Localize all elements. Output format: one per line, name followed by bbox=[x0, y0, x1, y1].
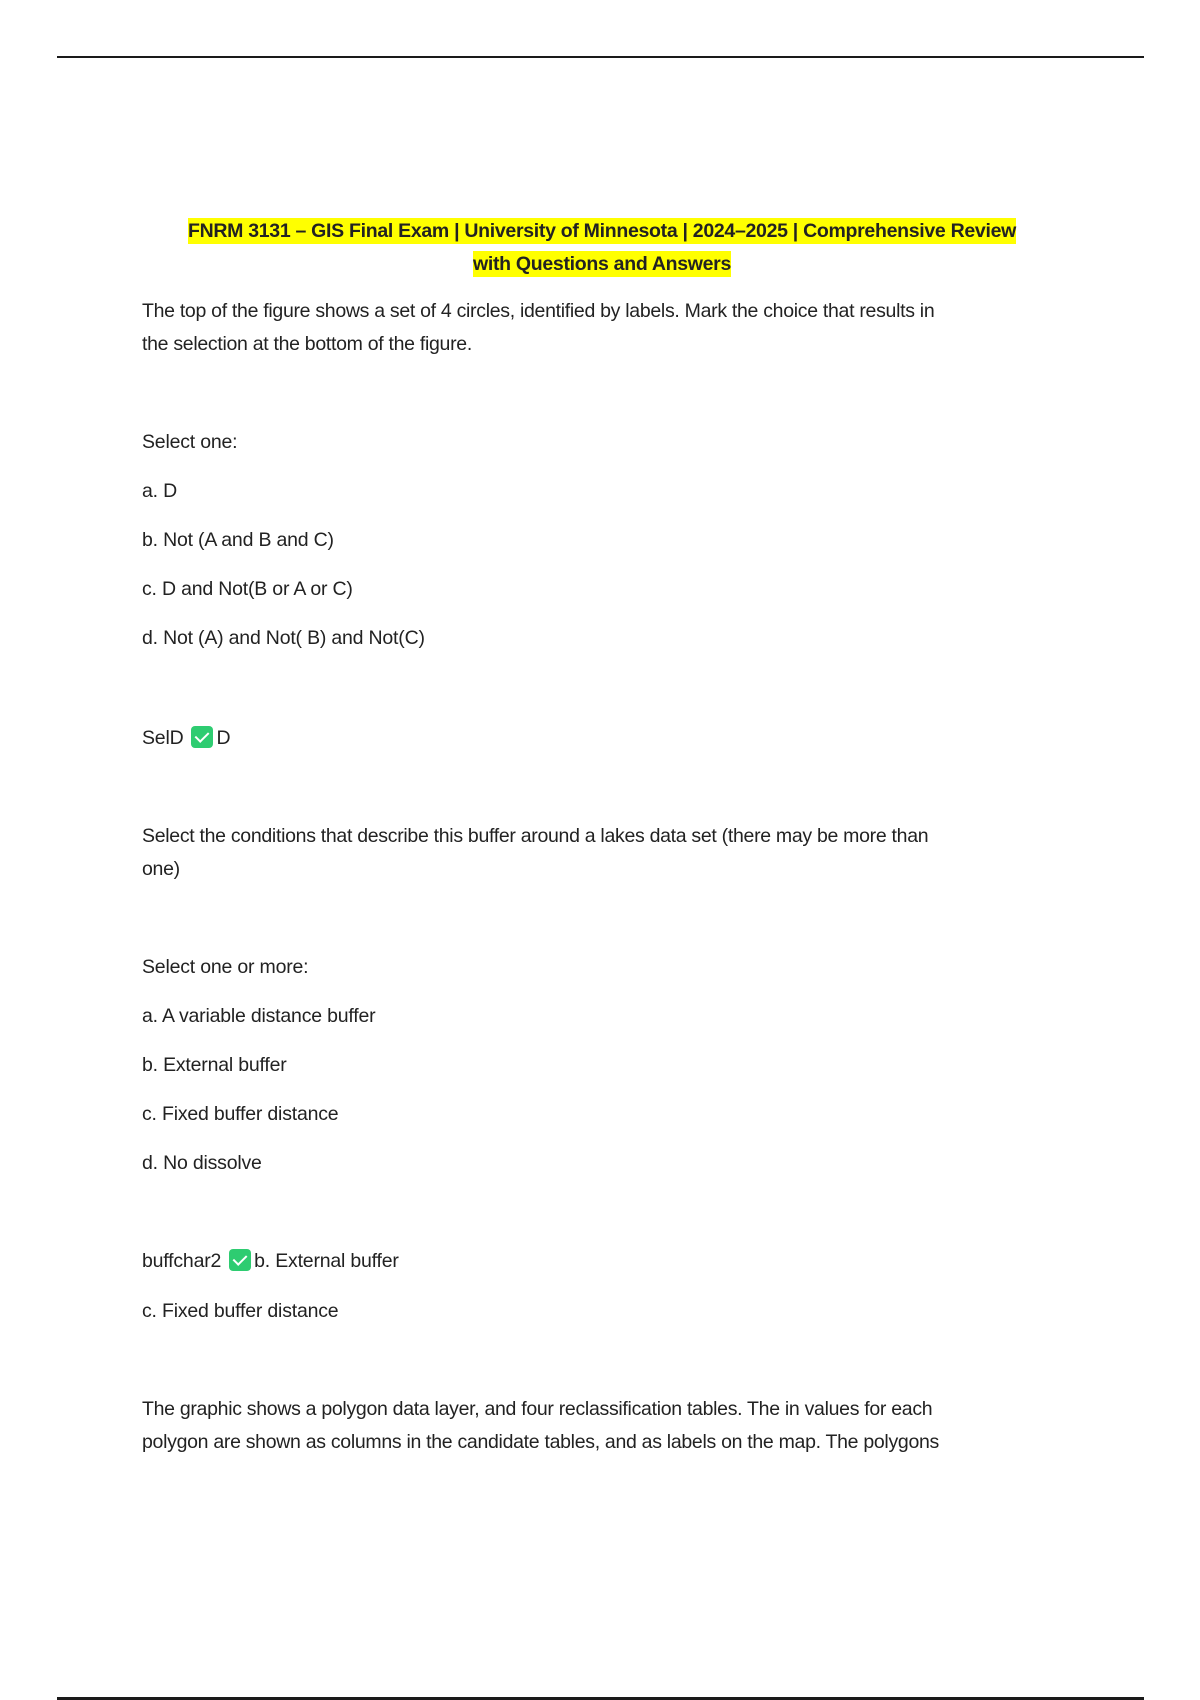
check-mark-icon bbox=[229, 1249, 251, 1271]
title-line-2: with Questions and Answers bbox=[472, 253, 732, 275]
question-2-option-b: b. External buffer bbox=[142, 1054, 287, 1076]
title-line-1: FNRM 3131 – GIS Final Exam | University of Minnesota | 2024–2025 | Comprehensive Review bbox=[187, 220, 1017, 242]
question-2-answer-value-2: c. Fixed buffer distance bbox=[142, 1300, 339, 1322]
header-rule bbox=[57, 56, 1144, 58]
question-2-answer bbox=[142, 1247, 399, 1275]
question-3-prompt-line-2: polygon are shown as columns in the candidate tables, and as labels on the map. The polygons bbox=[142, 1431, 939, 1453]
question-3-prompt bbox=[142, 1393, 1062, 1459]
question-1-answer bbox=[142, 724, 230, 752]
check-mark-icon bbox=[191, 726, 213, 748]
document-title bbox=[142, 215, 1062, 281]
question-2-answer-value-1: b. External buffer bbox=[254, 1250, 399, 1272]
question-2-option-c: c. Fixed buffer distance bbox=[142, 1103, 339, 1125]
question-2-prompt-line-1: Select the conditions that describe this buffer around a lakes data set (there may be more than bbox=[142, 825, 929, 847]
question-1-option-d: d. Not (A) and Not( B) and Not(C) bbox=[142, 627, 425, 649]
question-1-option-a: a. D bbox=[142, 480, 177, 502]
question-1-prompt-line-1: The top of the figure shows a set of 4 circles, identified by labels. Mark the choice that results in bbox=[142, 300, 935, 322]
question-3-prompt-line-1: The graphic shows a polygon data layer, and four reclassification tables. The in values for each bbox=[142, 1398, 933, 1420]
question-1-answer-value: D bbox=[216, 727, 231, 749]
question-1-prompt-line-2: the selection at the bottom of the figure. bbox=[142, 333, 472, 355]
question-1-answer-key: SelD bbox=[142, 727, 184, 749]
question-2-option-d: d. No dissolve bbox=[142, 1152, 262, 1174]
question-2-option-a: a. A variable distance buffer bbox=[142, 1005, 376, 1027]
question-2-answer-key: buffchar2 bbox=[142, 1250, 222, 1272]
question-2-prompt-line-2: one) bbox=[142, 858, 180, 880]
question-2-instruction: Select one or more: bbox=[142, 956, 309, 978]
question-1-option-c: c. D and Not(B or A or C) bbox=[142, 578, 353, 600]
question-2-prompt bbox=[142, 820, 1062, 886]
question-1-prompt bbox=[142, 295, 1062, 361]
question-1-option-b: b. Not (A and B and C) bbox=[142, 529, 334, 551]
question-1-instruction: Select one: bbox=[142, 431, 238, 453]
